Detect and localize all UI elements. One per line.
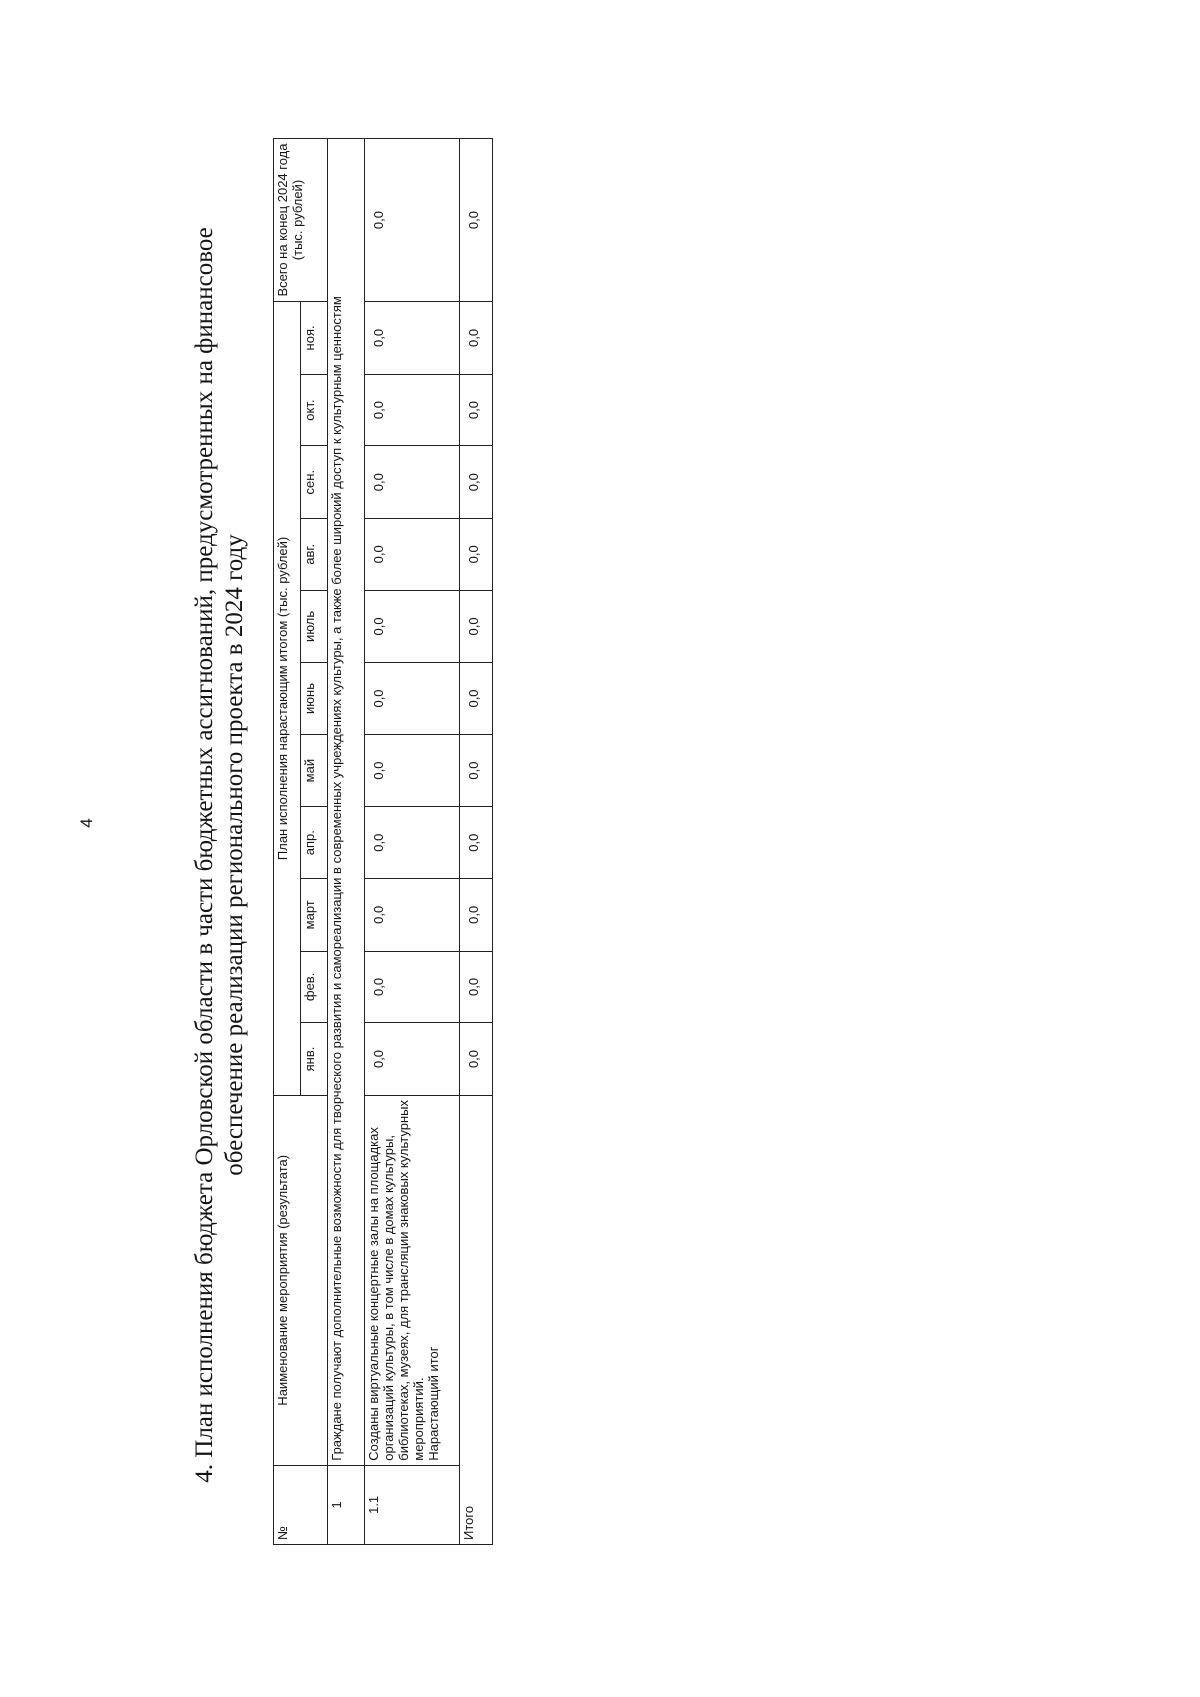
page-title bbox=[190, 120, 250, 1590]
header-number: № bbox=[274, 1465, 328, 1544]
result-total: 0,0 bbox=[365, 139, 460, 302]
header-total: Всего на конец 2024 года (тыс. рублей) bbox=[274, 139, 328, 302]
month-header: фев. bbox=[301, 951, 328, 1023]
result-value: 0,0 bbox=[365, 519, 460, 591]
month-header: июль bbox=[301, 590, 328, 663]
month-header: июнь bbox=[301, 663, 328, 735]
month-header: авг. bbox=[301, 519, 328, 591]
total-value: 0,0 bbox=[460, 951, 493, 1023]
total-value: 0,0 bbox=[460, 1023, 493, 1096]
month-header: окт. bbox=[301, 374, 328, 446]
total-value: 0,0 bbox=[460, 374, 493, 446]
result-value: 0,0 bbox=[365, 878, 460, 951]
result-number: 1.1 bbox=[365, 1465, 460, 1544]
month-header: апр. bbox=[301, 807, 328, 879]
total-value: 0,0 bbox=[460, 590, 493, 663]
rotated-page-content bbox=[190, 120, 570, 1590]
month-header: май bbox=[301, 734, 328, 807]
result-name-text: Созданы виртуальные концертные залы на площадках организаций культуры, в том числе в домах культуры, библиотеках, музеях, для трансляции знаковых культурных мероприятий. bbox=[366, 1100, 426, 1461]
total-value: 0,0 bbox=[460, 734, 493, 807]
task-row bbox=[328, 139, 365, 1545]
result-value: 0,0 bbox=[365, 590, 460, 663]
result-value: 0,0 bbox=[365, 302, 460, 375]
title-line-1: 4. План исполнения бюджета Орловской области в части бюджетных ассигнований, предусмотренных на финансовое bbox=[191, 227, 218, 1483]
header-name: Наименование мероприятия (результата) bbox=[274, 1095, 328, 1465]
result-sub-label: Нарастающий итог bbox=[426, 1346, 441, 1461]
page-number: 4 bbox=[77, 818, 96, 828]
total-value: 0,0 bbox=[460, 302, 493, 375]
total-value: 0,0 bbox=[460, 807, 493, 879]
result-value: 0,0 bbox=[365, 1023, 460, 1096]
header-row bbox=[274, 139, 301, 1545]
result-value: 0,0 bbox=[365, 374, 460, 446]
total-value: 0,0 bbox=[460, 878, 493, 951]
header-plan: План исполнения нарастающим итогом (тыс. рублей) bbox=[274, 302, 301, 1096]
result-value: 0,0 bbox=[365, 807, 460, 879]
result-value: 0,0 bbox=[365, 734, 460, 807]
result-row bbox=[365, 139, 460, 1545]
total-value: 0,0 bbox=[460, 446, 493, 519]
total-sum: 0,0 bbox=[460, 139, 493, 302]
month-header: сен. bbox=[301, 446, 328, 519]
result-value: 0,0 bbox=[365, 663, 460, 735]
task-text: Граждане получают дополнительные возможности для творческого развития и самореализации в современных учреждениях культуры, а также более широкий доступ к культурным ценностям bbox=[328, 139, 365, 1466]
budget-plan-table bbox=[273, 138, 493, 1545]
result-value: 0,0 bbox=[365, 446, 460, 519]
result-value: 0,0 bbox=[365, 951, 460, 1023]
total-value: 0,0 bbox=[460, 519, 493, 591]
total-label: Итого bbox=[460, 1095, 493, 1544]
month-header: янв. bbox=[301, 1023, 328, 1096]
title-line-2: обеспечение реализации регионального проекта в 2024 году bbox=[221, 534, 248, 1176]
task-number: 1 bbox=[328, 1465, 365, 1544]
month-header: ноя. bbox=[301, 302, 328, 375]
result-name bbox=[365, 1095, 460, 1465]
total-value: 0,0 bbox=[460, 663, 493, 735]
month-header: март bbox=[301, 878, 328, 951]
total-row bbox=[460, 139, 493, 1545]
